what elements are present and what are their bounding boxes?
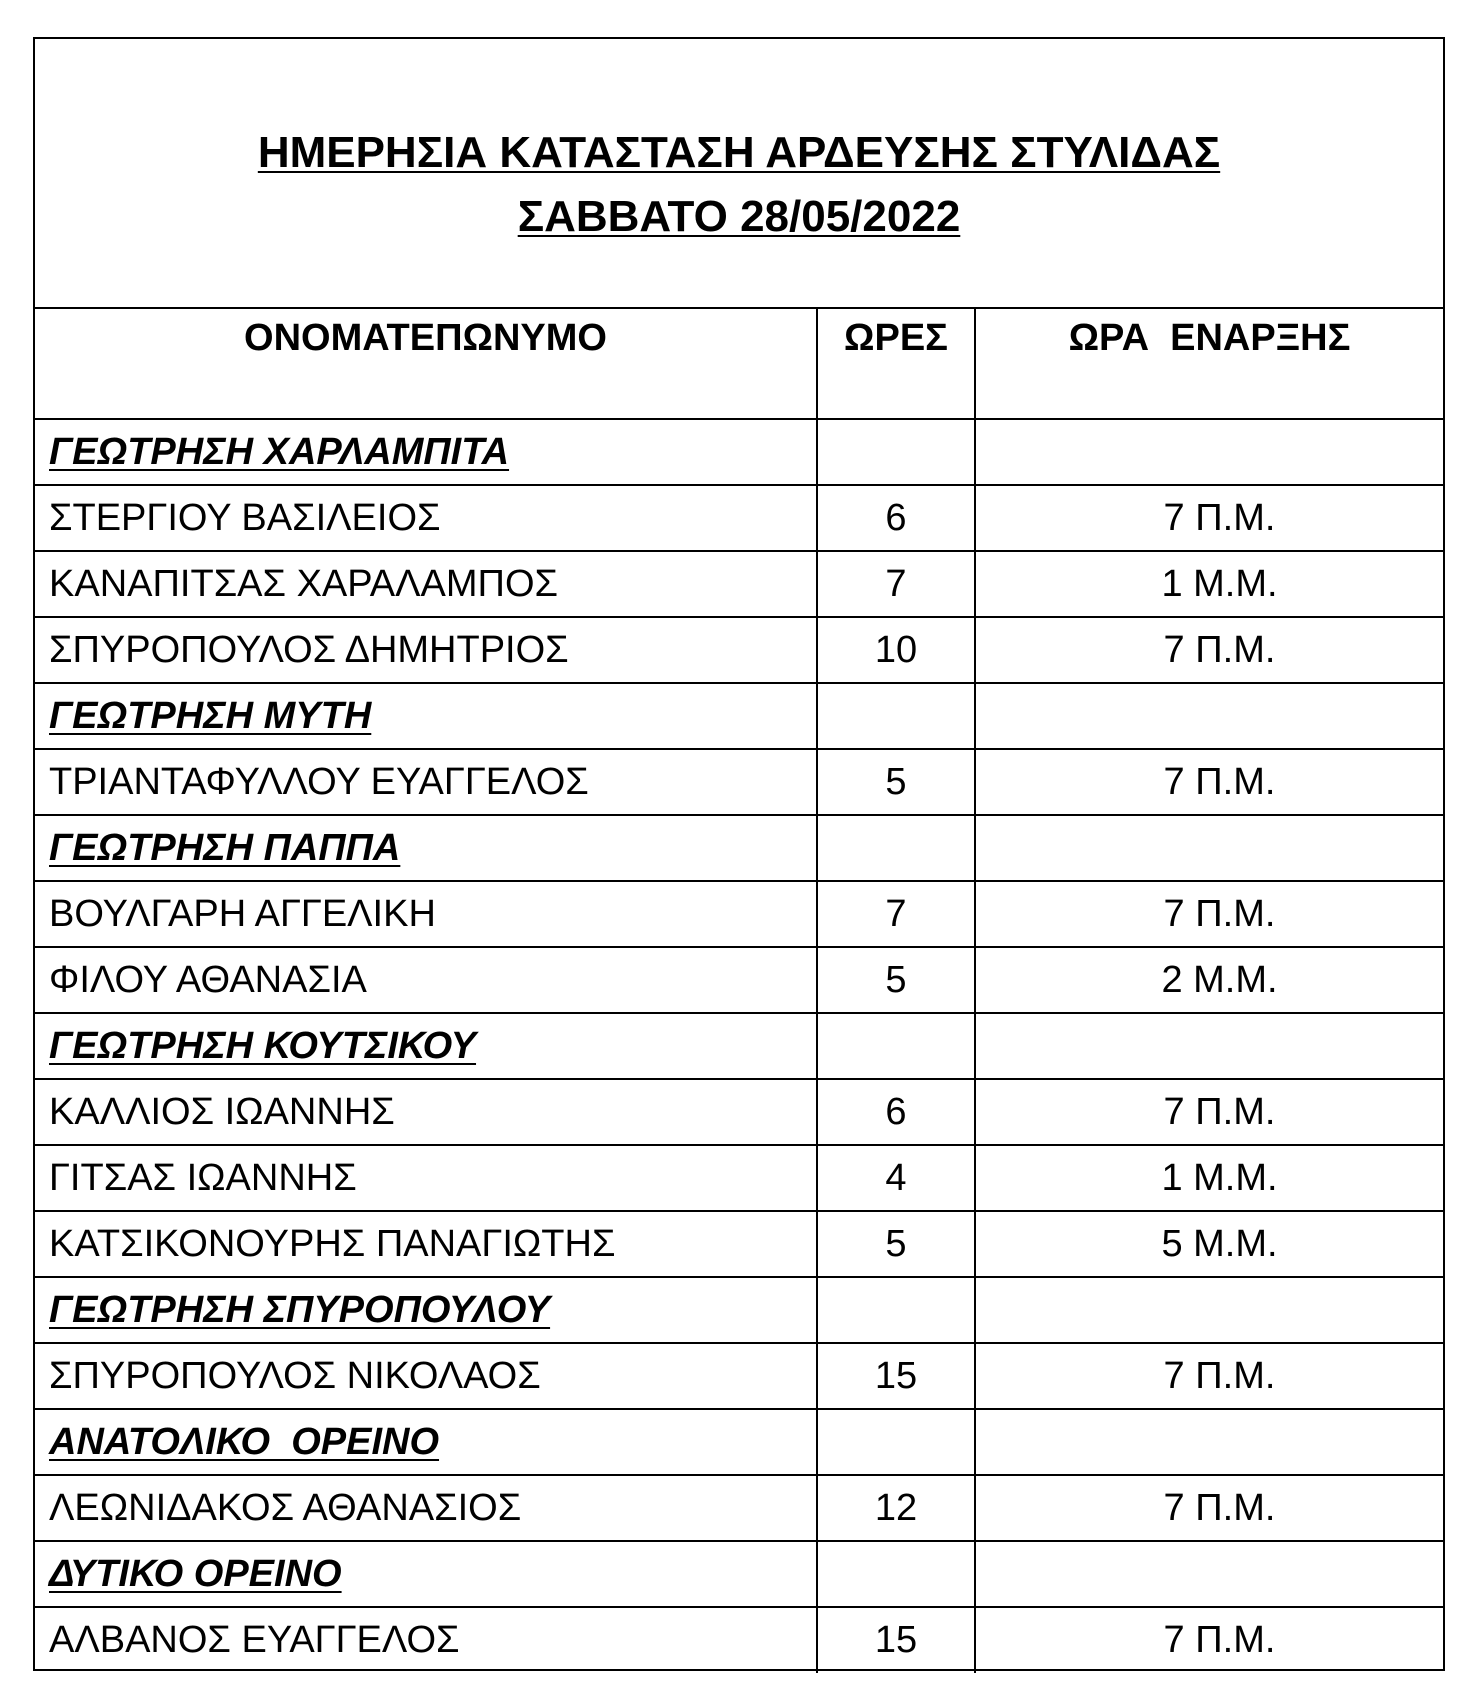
hours-cell (817, 683, 975, 749)
hours-cell: 10 (817, 617, 975, 683)
header-hours: ΩΡΕΣ (817, 309, 975, 419)
section-row (35, 815, 1443, 881)
hours-cell: 5 (817, 1211, 975, 1277)
person-name: ΒΟΥΛΓΑΡΗ ΑΓΓΕΛΙΚΗ (35, 881, 817, 947)
hours-cell (817, 1541, 975, 1607)
section-row (35, 1409, 1443, 1475)
table-row (35, 485, 1443, 551)
section-row (35, 1277, 1443, 1343)
table-row (35, 749, 1443, 815)
table-row (35, 617, 1443, 683)
start-time-cell: 7 Π.Μ. (975, 749, 1443, 815)
person-name: ΚΑΛΛΙΟΣ ΙΩΑΝΝΗΣ (35, 1079, 817, 1145)
start-time-cell: 7 Π.Μ. (975, 1475, 1443, 1541)
start-time-cell: 7 Π.Μ. (975, 1079, 1443, 1145)
start-time-cell: 7 Π.Μ. (975, 881, 1443, 947)
table-row (35, 947, 1443, 1013)
start-time-cell: 7 Π.Μ. (975, 1607, 1443, 1673)
table-row (35, 551, 1443, 617)
section-title: ΑΝΑΤΟΛΙΚΟ ΟΡΕΙΝΟ (35, 1409, 817, 1475)
table-row (35, 1079, 1443, 1145)
person-name: ΤΡΙΑΝΤΑΦΥΛΛΟΥ ΕΥΑΓΓΕΛΟΣ (35, 749, 817, 815)
hours-cell: 5 (817, 749, 975, 815)
start-time-cell: 7 Π.Μ. (975, 485, 1443, 551)
start-time-cell (975, 419, 1443, 485)
start-time-cell (975, 683, 1443, 749)
start-time-cell (975, 1541, 1443, 1607)
hours-cell (817, 1277, 975, 1343)
hours-cell: 5 (817, 947, 975, 1013)
section-row (35, 1013, 1443, 1079)
title-block (35, 39, 1443, 309)
person-name: ΑΛΒΑΝΟΣ ΕΥΑΓΓΕΛΟΣ (35, 1607, 817, 1673)
section-title: ΓΕΩΤΡΗΣΗ ΠΑΠΠΑ (35, 815, 817, 881)
start-time-cell (975, 1013, 1443, 1079)
section-title: ΓΕΩΤΡΗΣΗ ΣΠΥΡΟΠΟΥΛΟΥ (35, 1277, 817, 1343)
start-time-cell (975, 815, 1443, 881)
table-row (35, 1475, 1443, 1541)
person-name: ΣΠΥΡΟΠΟΥΛΟΣ ΔΗΜΗΤΡΙΟΣ (35, 617, 817, 683)
hours-cell: 15 (817, 1343, 975, 1409)
person-name: ΣΠΥΡΟΠΟΥΛΟΣ ΝΙΚΟΛΑΟΣ (35, 1343, 817, 1409)
table-row (35, 881, 1443, 947)
start-time-cell: 2 Μ.Μ. (975, 947, 1443, 1013)
section-row (35, 1541, 1443, 1607)
header-start-time: ΩΡΑ ΕΝΑΡΞΗΣ (975, 309, 1443, 419)
person-name: ΓΙΤΣΑΣ ΙΩΑΝΝΗΣ (35, 1145, 817, 1211)
start-time-cell: 7 Π.Μ. (975, 617, 1443, 683)
hours-cell (817, 1409, 975, 1475)
person-name: ΚΑΤΣΙΚΟΝΟΥΡΗΣ ΠΑΝΑΓΙΩΤΗΣ (35, 1211, 817, 1277)
person-name: ΦΙΛΟΥ ΑΘΑΝΑΣΙΑ (35, 947, 817, 1013)
start-time-cell: 1 Μ.Μ. (975, 1145, 1443, 1211)
hours-cell (817, 1013, 975, 1079)
section-title: ΔΥΤΙΚΟ ΟΡΕΙΝΟ (35, 1541, 817, 1607)
table-row (35, 1211, 1443, 1277)
table-body (35, 419, 1443, 1673)
irrigation-schedule-document (33, 37, 1445, 1671)
header-row (35, 309, 1443, 419)
start-time-cell: 5 Μ.Μ. (975, 1211, 1443, 1277)
hours-cell: 4 (817, 1145, 975, 1211)
hours-cell: 15 (817, 1607, 975, 1673)
schedule-table (35, 309, 1443, 1673)
hours-cell (817, 815, 975, 881)
start-time-cell (975, 1409, 1443, 1475)
hours-cell: 12 (817, 1475, 975, 1541)
section-row (35, 419, 1443, 485)
section-row (35, 683, 1443, 749)
hours-cell: 6 (817, 485, 975, 551)
section-title: ΓΕΩΤΡΗΣΗ ΧΑΡΛΑΜΠΙΤΑ (35, 419, 817, 485)
section-title: ΓΕΩΤΡΗΣΗ ΜΥΤΗ (35, 683, 817, 749)
hours-cell: 6 (817, 1079, 975, 1145)
document-date: ΣΑΒΒΑΤΟ 28/05/2022 (517, 192, 961, 241)
person-name: ΚΑΝΑΠΙΤΣΑΣ ΧΑΡΑΛΑΜΠΟΣ (35, 551, 817, 617)
start-time-cell (975, 1277, 1443, 1343)
document-title: ΗΜΕΡΗΣΙΑ ΚΑΤΑΣΤΑΣΗ ΑΡΔΕΥΣΗΣ ΣΤΥΛΙΔΑΣ (257, 128, 1221, 177)
table-row (35, 1343, 1443, 1409)
person-name: ΣΤΕΡΓΙΟΥ ΒΑΣΙΛΕΙΟΣ (35, 485, 817, 551)
hours-cell: 7 (817, 551, 975, 617)
header-name: ΟΝΟΜΑΤΕΠΩΝΥΜΟ (35, 309, 817, 419)
start-time-cell: 7 Π.Μ. (975, 1343, 1443, 1409)
section-title: ΓΕΩΤΡΗΣΗ ΚΟΥΤΣΙΚΟΥ (35, 1013, 817, 1079)
start-time-cell: 1 Μ.Μ. (975, 551, 1443, 617)
person-name: ΛΕΩΝΙΔΑΚΟΣ ΑΘΑΝΑΣΙΟΣ (35, 1475, 817, 1541)
table-row (35, 1607, 1443, 1673)
table-row (35, 1145, 1443, 1211)
hours-cell: 7 (817, 881, 975, 947)
hours-cell (817, 419, 975, 485)
